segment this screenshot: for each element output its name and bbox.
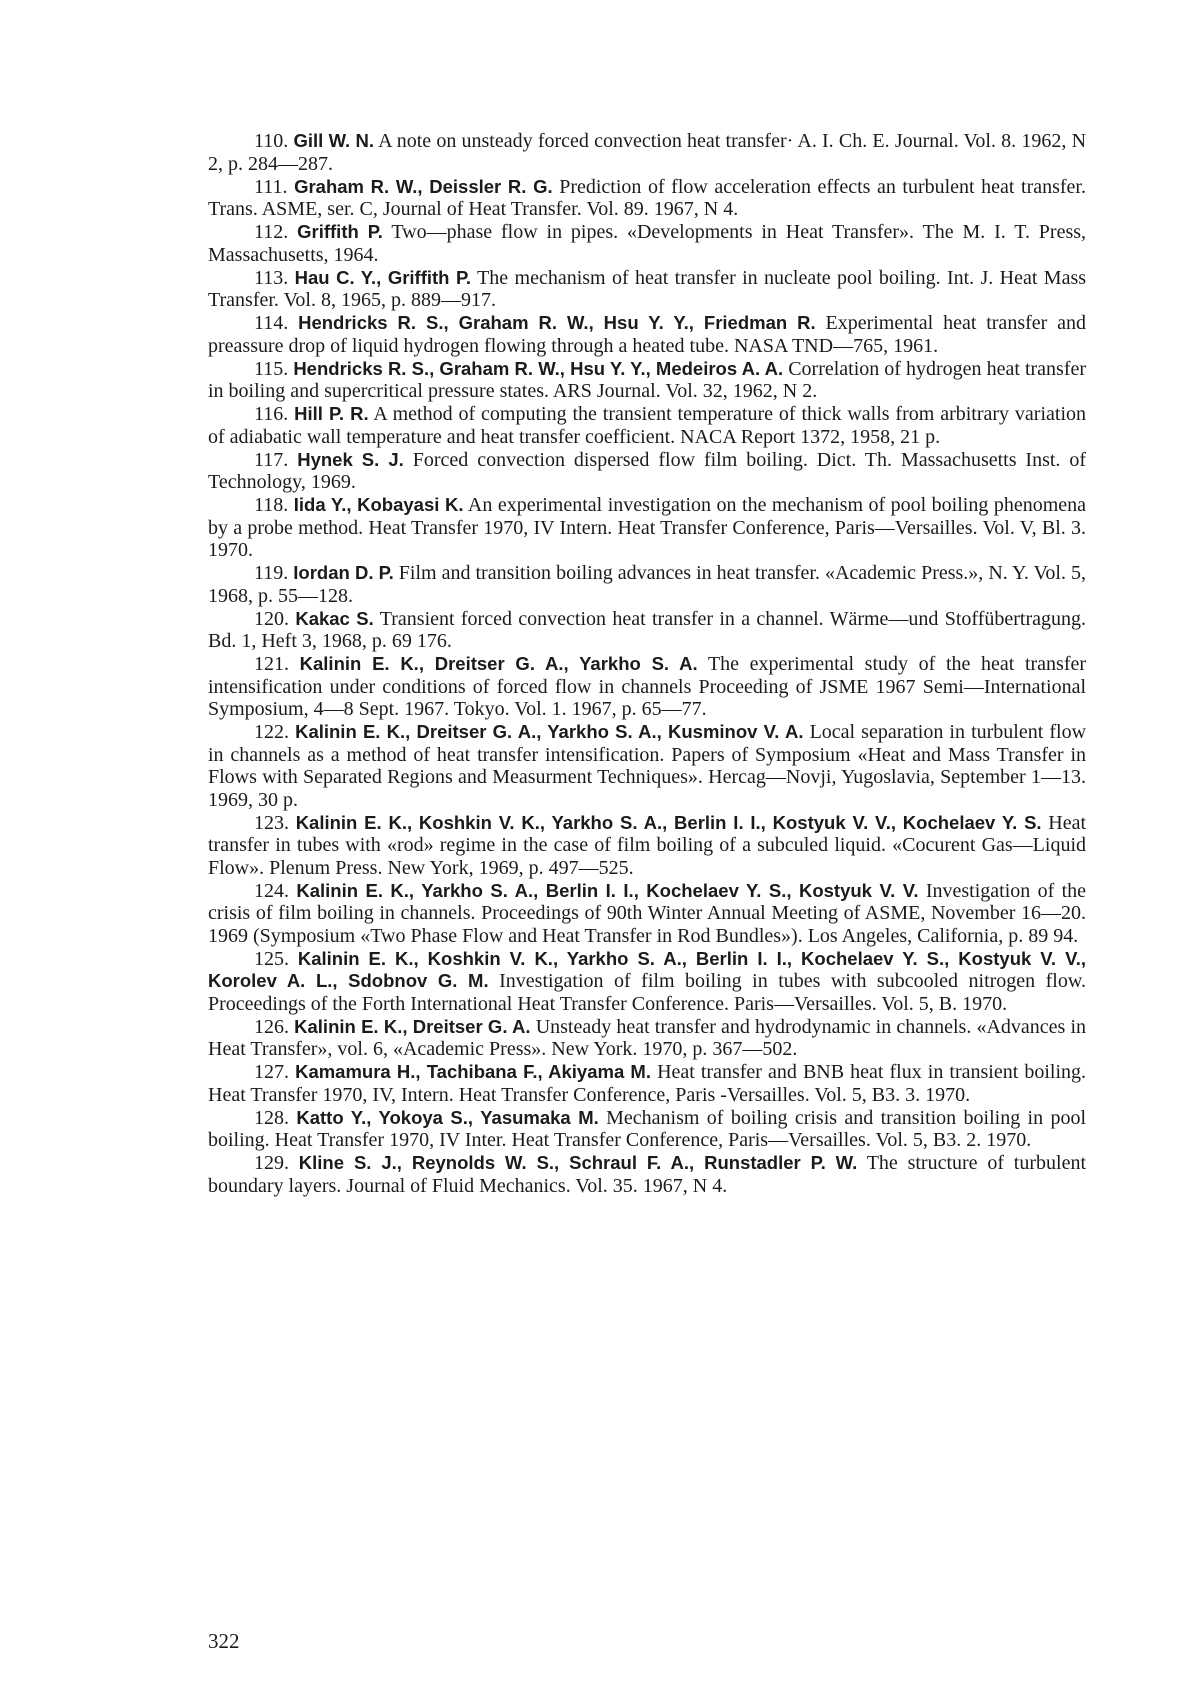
reference-entry xyxy=(208,221,1086,266)
reference-number: 113. xyxy=(254,266,289,289)
reference-authors: Kalinin E. K., Dreitser G. A., Yarkho S. A., Kusminov V. A. xyxy=(295,721,804,742)
reference-number: 118. xyxy=(254,494,289,516)
reference-entry xyxy=(208,880,1086,948)
reference-authors: Iida Y., Kobayasi K. xyxy=(293,494,464,515)
reference-list xyxy=(208,130,1086,1197)
reference-entry xyxy=(208,1107,1086,1152)
reference-authors: Kalinin E. K., Yarkho S. A., Berlin I. I., Kochelaev Y. S., Kostyuk V. V. xyxy=(296,879,919,901)
reference-entry xyxy=(208,130,1086,175)
reference-authors: Kline S. J., Reynolds W. S., Schraul F. A., Runstadler P. W. xyxy=(298,1152,858,1173)
reference-number: 116. xyxy=(254,403,289,425)
reference-number: 128. xyxy=(254,1106,289,1129)
reference-text: Two—phase flow in pipes. «Developments in Heat Transfer». The M. I. T. Press, Massachusetts, 1964. xyxy=(208,221,1087,266)
reference-text: Experimental heat transfer and preassure drop of liquid hydrogen flowing through a heated tube. NASA TND—765, 1961. xyxy=(208,312,1087,357)
reference-text: Correlation of hydrogen heat transfer in boiling and supercritical pressure states. ARS Journal. Vol. 32, 1962, N 2. xyxy=(208,357,1087,402)
reference-entry xyxy=(208,721,1086,811)
reference-authors: Kalinin E. K., Koshkin V. K., Yarkho S. A., Berlin I. I., Kochelaev Y. S., Kostyuk V. V., Korolev A. L., Sdobnov G. M. xyxy=(208,947,1086,991)
reference-entry xyxy=(208,948,1086,1016)
reference-entry xyxy=(208,358,1086,403)
reference-number: 125. xyxy=(254,947,289,970)
reference-number: 124. xyxy=(254,879,289,902)
reference-number: 115. xyxy=(254,357,289,380)
reference-entry xyxy=(208,812,1086,880)
reference-text: Local separation in turbulent flow in channels as a method of heat transfer intensification. Papers of Symposium «Heat and Mass Transfer in Flows with Separated Regions and Measurment Techniques». Hercag—Novji, Yugoslavia, September 1—13. 1969, 30 p. xyxy=(208,721,1087,811)
reference-entry xyxy=(208,1061,1086,1106)
reference-entry xyxy=(208,267,1086,312)
reference-text: A method of computing the transient temperature of thick walls from arbitrary variation of adiabatic wall temperature and heat transfer coefficient. NACA Report 1372, 1958, 21 p. xyxy=(208,403,1087,448)
reference-text: Unsteady heat transfer and hydrodynamic in channels. «Advances in Heat Transfer», vol. 6, «Academic Press». New York. 1970, p. 367—502. xyxy=(208,1015,1087,1060)
reference-text: The mechanism of heat transfer in nucleate pool boiling. Int. J. Heat Mass Transfer. Vol. 8, 1965, p. 889—917. xyxy=(208,266,1087,311)
reference-authors: Kalinin E. K., Dreitser G. A. xyxy=(294,1015,531,1037)
reference-number: 121. xyxy=(254,653,289,675)
reference-authors: Kalinin E. K., Dreitser G. A., Yarkho S. A. xyxy=(299,653,698,674)
reference-entry xyxy=(208,449,1086,494)
reference-entry xyxy=(208,1016,1086,1061)
reference-number: 117. xyxy=(254,448,289,471)
reference-number: 129. xyxy=(254,1152,289,1174)
reference-number: 110. xyxy=(254,130,289,152)
reference-entry xyxy=(208,176,1086,221)
reference-text: Investigation of film boiling in tubes with subcooled nitrogen flow. Proceedings of the Forth International Heat Transfer Conference. Paris—Versailles. Vol. 5, B. 1970. xyxy=(208,970,1087,1015)
reference-entry xyxy=(208,562,1086,607)
reference-authors: Griffith P. xyxy=(297,221,383,242)
reference-authors: Hendricks R. S., Graham R. W., Hsu Y. Y., Friedman R. xyxy=(298,312,816,333)
reference-authors: Iordan D. P. xyxy=(293,562,394,583)
reference-entry xyxy=(208,494,1086,562)
reference-number: 114. xyxy=(254,312,289,334)
reference-authors: Kalinin E. K., Koshkin V. K., Yarkho S. A., Berlin I. I., Kostyuk V. V., Kochelaev Y. S. xyxy=(295,811,1042,833)
reference-number: 122. xyxy=(254,721,289,743)
reference-text: An experimental investigation on the mechanism of pool boiling phenomena by a probe method. Heat Transfer 1970, IV Intern. Heat Transfer Conference, Paris—Versailles. Vol. V, Bl. 3. 1970. xyxy=(208,494,1087,561)
reference-entry xyxy=(208,403,1086,448)
reference-text: Mechanism of boiling crisis and transition boiling in pool boiling. Heat Transfer 1970, IV Inter. Heat Transfer Conference, Paris—Versailles. Vol. 5, B3. 2. 1970. xyxy=(208,1106,1087,1151)
reference-entry xyxy=(208,653,1086,721)
reference-number: 123. xyxy=(254,811,289,834)
reference-number: 126. xyxy=(254,1015,289,1038)
reference-authors: Hynek S. J. xyxy=(297,448,404,470)
reference-authors: Kakac S. xyxy=(295,607,374,629)
reference-authors: Katto Y., Yokoya S., Yasumaka M. xyxy=(296,1106,599,1128)
reference-authors: Gill W. N. xyxy=(293,130,375,151)
reference-text: Heat transfer and BNB heat flux in transient boiling. Heat Transfer 1970, IV, Intern. Heat Transfer Conference, Paris -Versailles. Vol. 5, B3. 3. 1970. xyxy=(208,1061,1087,1106)
reference-number: 119. xyxy=(254,562,289,584)
reference-authors: Hill P. R. xyxy=(294,403,369,424)
reference-entry xyxy=(208,312,1086,357)
reference-number: 111. xyxy=(254,175,288,198)
reference-authors: Kamamura H., Tachibana F., Akiyama M. xyxy=(295,1061,651,1082)
reference-text: A note on unsteady forced convection heat transfer· A. I. Ch. E. Journal. Vol. 8. 1962, N 2, p. 284—287. xyxy=(208,130,1087,175)
reference-number: 120. xyxy=(254,607,289,630)
reference-text: Heat transfer in tubes with «rod» regime in the case of film boiling of a subculed liquid. «Cocurent Gas—Liquid Flow». Plenum Press. New York, 1969, p. 497—525. xyxy=(208,811,1087,879)
reference-authors: Hendricks R. S., Graham R. W., Hsu Y. Y., Medeiros A. A. xyxy=(293,357,784,379)
reference-authors: Hau C. Y., Griffith P. xyxy=(294,266,472,288)
reference-entry xyxy=(208,608,1086,653)
reference-authors: Graham R. W., Deissler R. G. xyxy=(294,175,553,197)
reference-text: Film and transition boiling advances in heat transfer. «Academic Press.», N. Y. Vol. 5, 1968, p. 55—128. xyxy=(208,562,1087,607)
reference-text: The structure of turbulent boundary layers. Journal of Fluid Mechanics. Vol. 35. 1967, N 4. xyxy=(208,1152,1087,1197)
reference-entry xyxy=(208,1152,1086,1197)
reference-text: Transient forced convection heat transfer in a channel. Wärme—und Stoffübertragung. Bd. 1, Heft 3, 1968, p. 69 176. xyxy=(208,607,1087,652)
page-number: 322 xyxy=(208,1629,240,1653)
reference-number: 112. xyxy=(254,221,289,243)
reference-text: Forced convection dispersed flow film boiling. Dict. Th. Massachusetts Inst. of Technology, 1969. xyxy=(208,448,1087,493)
reference-text: Prediction of flow acceleration effects an turbulent heat transfer. Trans. ASME, ser. C, Journal of Heat Transfer. Vol. 89. 1967, N 4. xyxy=(208,175,1086,220)
reference-text: The experimental study of the heat transfer intensification under conditions of forced flow in channels Proceeding of JSME 1967 Semi—International Symposium, 4—8 Sept. 1967. Tokyo. Vol. 1. 1967, p. 65—77. xyxy=(208,653,1087,720)
reference-number: 127. xyxy=(254,1061,289,1083)
reference-text: Investigation of the crisis of film boiling in channels. Proceedings of 90th Winter Annual Meeting of ASME, November 16—20. 1969 (Symposium «Two Phase Flow and Heat Transfer in Rod Bundles»). Los Angeles, California, p. 89 94. xyxy=(208,879,1087,947)
